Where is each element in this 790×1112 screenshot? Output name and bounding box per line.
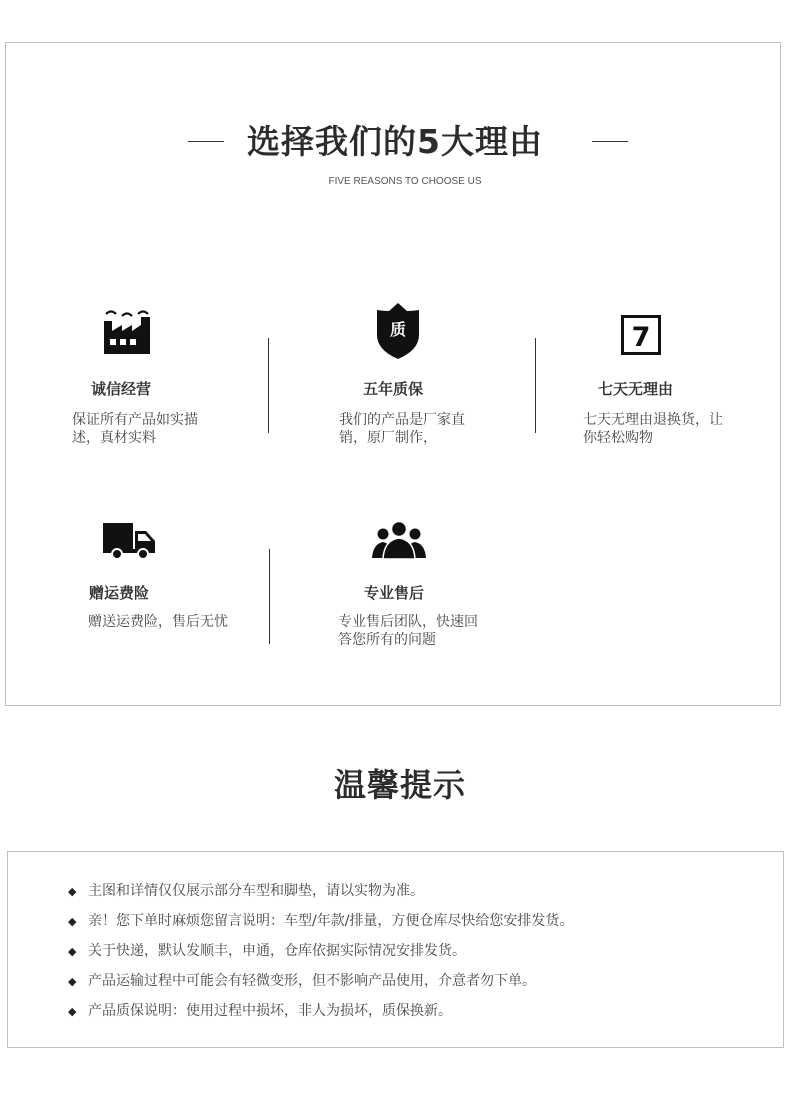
page-title: 选择我们的5大理由 bbox=[247, 122, 543, 161]
svg-text:质: 质 bbox=[389, 320, 407, 339]
page-subtitle: FIVE REASONS TO CHOOSE US bbox=[328, 176, 482, 187]
factory-icon bbox=[103, 305, 153, 355]
reason-title: 专业售后 bbox=[364, 584, 425, 602]
reason-desc: 赠送运费险，售后无忧 bbox=[88, 614, 228, 630]
reasons-header bbox=[0, 120, 790, 164]
reason-desc: 七天无理由退换货，让你轻松购物 bbox=[583, 412, 723, 446]
list-item bbox=[68, 880, 573, 910]
list-item bbox=[68, 940, 573, 970]
reason-title: 诚信经营 bbox=[91, 380, 152, 398]
team-icon bbox=[371, 520, 427, 560]
notice-text: 主图和详情仅仅展示部分车型和脚垫，请以实物为准。 bbox=[88, 883, 424, 899]
title-decor-line-right bbox=[592, 141, 628, 142]
diamond-bullet-icon: ◆ bbox=[68, 945, 77, 958]
diamond-bullet-icon: ◆ bbox=[68, 975, 77, 988]
notice-list bbox=[68, 880, 573, 1030]
svg-text:7: 7 bbox=[631, 322, 651, 353]
quality-shield-icon bbox=[376, 302, 420, 360]
notice-text: 产品运输过程中可能会有轻微变形，但不影响产品使用，介意者勿下单。 bbox=[88, 973, 536, 989]
list-item bbox=[68, 910, 573, 940]
reason-desc: 专业售后团队，快速回答您所有的问题 bbox=[338, 614, 478, 648]
seven-day-icon bbox=[621, 315, 661, 355]
reason-desc: 保证所有产品如实描述，真材实料 bbox=[72, 412, 198, 446]
divider bbox=[268, 338, 269, 433]
list-item bbox=[68, 1000, 573, 1030]
notice-title: 温馨提示 bbox=[333, 766, 466, 804]
diamond-bullet-icon: ◆ bbox=[68, 1005, 77, 1018]
divider bbox=[269, 549, 270, 644]
notice-text: 产品质保说明：使用过程中损坏，非人为损坏，质保换新。 bbox=[88, 1003, 452, 1019]
divider bbox=[535, 338, 536, 433]
reason-title: 七天无理由 bbox=[598, 380, 674, 398]
notice-text: 亲！您下单时麻烦您留言说明：车型/年款/排量，方便仓库尽快给您安排发货。 bbox=[88, 913, 574, 929]
reason-title: 赠运费险 bbox=[89, 584, 150, 602]
diamond-bullet-icon: ◆ bbox=[68, 885, 77, 898]
reason-title: 五年质保 bbox=[363, 380, 424, 398]
notice-text: 关于快递，默认发顺丰，申通，仓库依据实际情况安排发货。 bbox=[88, 943, 466, 959]
diamond-bullet-icon: ◆ bbox=[68, 915, 77, 928]
reason-desc: 我们的产品是厂家直销，原厂制作， bbox=[339, 412, 465, 446]
list-item bbox=[68, 970, 573, 1000]
truck-icon bbox=[103, 521, 157, 561]
